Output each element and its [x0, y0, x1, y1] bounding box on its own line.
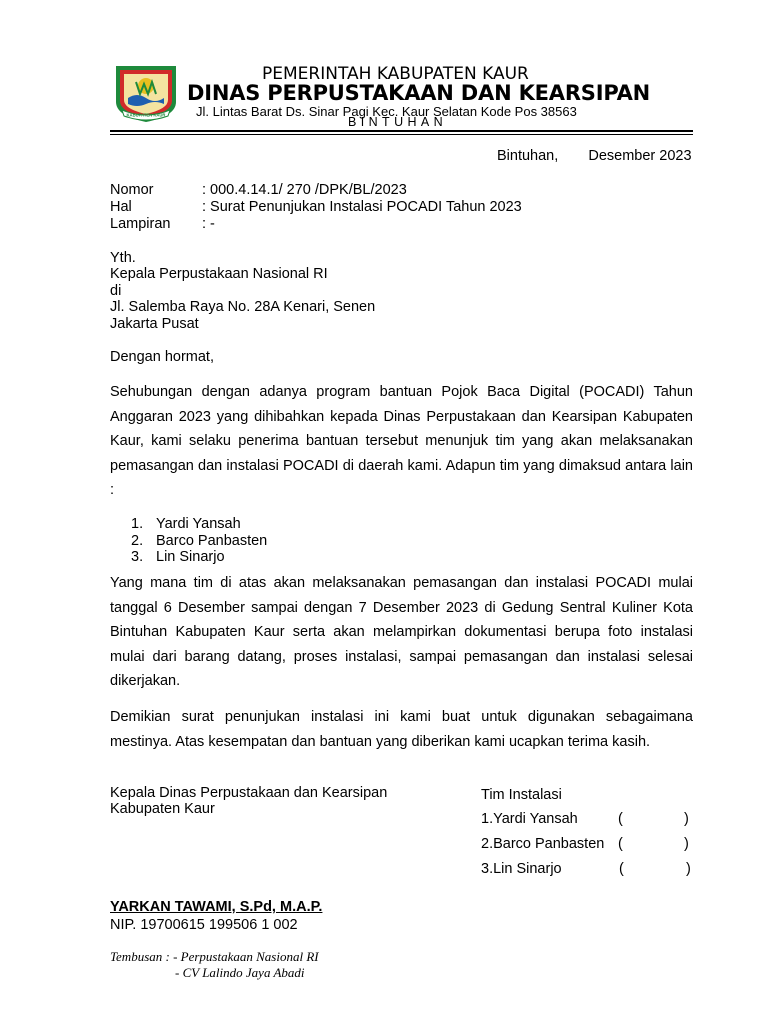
- date-place: Bintuhan,: [497, 148, 559, 164]
- signatory-name: YARKAN TAWAMI, S.Pd, M.A.P.: [110, 899, 323, 915]
- logo-ribbon-text: KABUPATEN KAUR: [126, 112, 166, 118]
- kaur-regency-logo: [110, 62, 182, 124]
- letterhead-divider-thick: [110, 130, 693, 132]
- recipient-line: Yth.: [110, 250, 136, 266]
- meta-value-hal: : Surat Penunjukan Instalasi POCADI Tahun 2023: [202, 199, 522, 215]
- list-item: 2. Barco Panbasten: [131, 532, 268, 549]
- tembusan-line-2: - CV Lalindo Jaya Abadi: [175, 965, 305, 980]
- tim-heading: Tim Instalasi: [481, 787, 562, 803]
- team-list: [131, 516, 267, 566]
- recipient-line: Kepala Perpustakaan Nasional RI: [110, 266, 328, 282]
- letterhead-agency: DINAS PERPUSTAKAAN DAN KEARSIPAN: [187, 81, 651, 105]
- list-item: 3. Lin Sinarjo: [131, 549, 225, 565]
- letterhead-address: Jl. Lintas Barat Ds. Sinar Pagi Kec. Kaur Selatan Kode Pos 38563: [196, 104, 577, 119]
- body-paragraph-1: Sehubungan dengan adanya program bantuan Pojok Baca Digital (POCADI) Tahun Anggaran 2023 yang dihibahkan kepada Dinas Perpustakaan dan Kearsipan Kabupaten Kaur, kami selaku penerima bantuan tersebut menunjuk tim yang akan melaksanakan pemasangan dan instalasi POCADI di daerah kami. Adapun tim yang dimaksud antara lain :: [110, 384, 693, 498]
- tim-row: 1.Yardi Yansah ( ): [481, 811, 689, 827]
- letterhead-city: BINTUHAN: [348, 115, 448, 129]
- body-paragraph-2: Yang mana tim di atas akan melaksanakan pemasangan dan instalasi POCADI mulai tanggal 6 Desember sampai dengan 7 Desember 2023 di Gedung Sentral Kuliner Kota Bintuhan Kabupaten Kaur serta akan melampirkan dokumentasi berupa foto instalasi mulai dari barang datang, proses instalasi, sampai pemasangan dan instalasi selesai dikerjakan.: [110, 575, 693, 689]
- list-item: 1. Yardi Yansah: [131, 516, 241, 532]
- closing-paragraph: Demikian surat penunjukan instalasi ini kami buat untuk digunakan sebagaimana mestinya. Atas kesempatan dan bantuan yang diberikan kami ucapkan terima kasih.: [110, 709, 693, 750]
- signatory-title: Kepala Dinas Perpustakaan dan Kearsipan: [110, 785, 388, 801]
- tim-row: 3.Lin Sinarjo ( ): [481, 861, 691, 877]
- greeting: Dengan hormat,: [110, 349, 214, 365]
- meta-label-nomor: Nomor: [110, 182, 154, 198]
- tembusan-line-1: Tembusan : - Perpustakaan Nasional RI: [110, 949, 319, 964]
- recipient-line: di: [110, 283, 122, 299]
- meta-label-hal: Hal: [110, 199, 132, 215]
- tim-row: 2.Barco Panbasten ( ): [481, 836, 689, 852]
- letterhead-divider-thin: [110, 134, 693, 135]
- meta-value-lampiran: : -: [202, 216, 215, 232]
- recipient-line: Jl. Salemba Raya No. 28A Kenari, Senen: [110, 299, 376, 315]
- date-month-year: Desember 2023: [588, 148, 692, 164]
- signatory-nip: NIP. 19700615 199506 1 002: [110, 917, 298, 933]
- letterhead-government: PEMERINTAH KABUPATEN KAUR: [262, 64, 529, 84]
- letter-date: [497, 148, 692, 164]
- meta-label-lampiran: Lampiran: [110, 216, 171, 232]
- meta-value-nomor: : 000.4.14.1/ 270 /DPK/BL/2023: [202, 182, 407, 198]
- recipient-line: Jakarta Pusat: [110, 316, 199, 332]
- signatory-region: Kabupaten Kaur: [110, 801, 215, 817]
